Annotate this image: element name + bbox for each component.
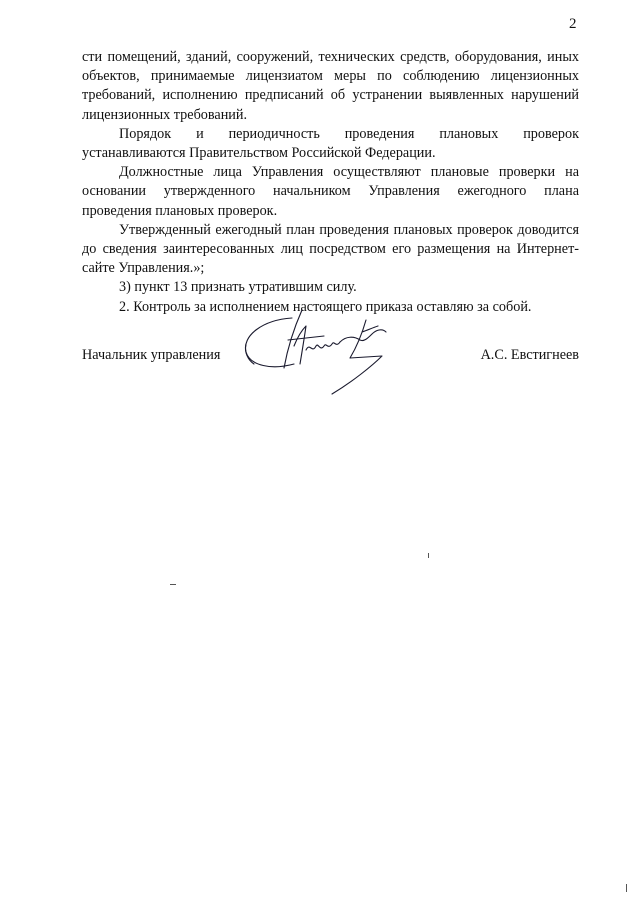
signer-name: А.С. Евстигнеев — [480, 347, 579, 363]
document-body — [82, 48, 579, 317]
paragraph: 2. Контроль за исполнением настоящего приказа оставляю за собой. — [119, 298, 532, 315]
signer-title: Начальник управления — [82, 347, 221, 363]
paragraph: сти помещений, зданий, сооружений, технических средств, оборудования, иных объектов, принимаемые лицензиатом меры по соблюдению лицензионных требований, исполнению предписаний об устранении выявленных нарушений лицензионных требований. — [82, 49, 579, 123]
paragraph: 3) пункт 13 признать утратившим силу. — [119, 279, 357, 296]
scan-speck — [170, 584, 176, 585]
scan-speck — [428, 553, 429, 558]
scan-speck — [626, 884, 627, 892]
page-number: 2 — [569, 16, 577, 32]
paragraph: Порядок и периодичность проведения плановых проверок устанавливаются Правительством Российской Федерации. — [82, 125, 579, 162]
handwritten-signature-icon — [232, 306, 402, 398]
paragraph: Утвержденный ежегодный план проведения плановых проверок доводится до сведения заинтересованных лиц посредством его размещения на Интернет-сайте Управления.»; — [82, 221, 579, 277]
paragraph: Должностные лица Управления осуществляют плановые проверки на основании утвержденного начальником Управления ежегодного плана проведения плановых проверок. — [82, 164, 579, 219]
